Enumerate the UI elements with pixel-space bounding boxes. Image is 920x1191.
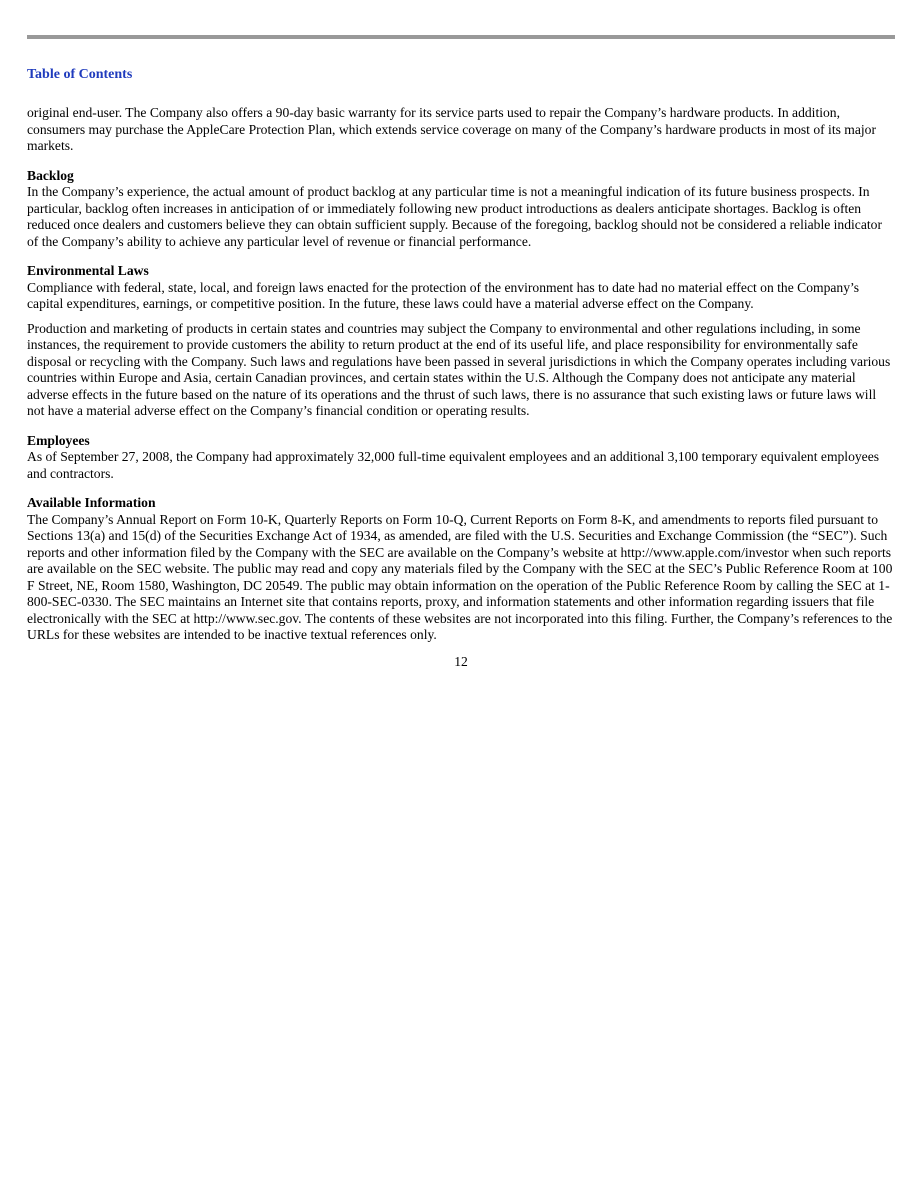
intro-paragraph: original end-user. The Company also offers a 90-day basic warranty for its service parts used to repair the Company’s hardware products. In addition, consumers may purchase the AppleCare Protection Plan, which extends service coverage on many of the Company’s hardware products in most of its major markets. bbox=[27, 105, 877, 153]
employees-heading: Employees bbox=[27, 432, 90, 448]
available-information-paragraph: The Company’s Annual Report on Form 10-K, Quarterly Reports on Form 10-Q, Current Reports on Form 8-K, and amendments to reports filed pursuant to Sections 13(a) and 15(d) of the Securities Exchange Act of 1934, as amended, are filed with the U.S. Securities and Exchange Commission (the “SEC”). Such reports and other information filed by the Company with the SEC are available on the Company’s website at http://www.apple.com/investor when such reports are available on the SEC website. The public may read and copy any materials filed by the Company with the SEC at the SEC’s Public Reference Room at 100 F Street, NE, Room 1580, Washington, DC 20549. The public may obtain information on the operation of the Public Reference Room by calling the SEC at 1-800-SEC-0330. The SEC maintains an Internet site that contains reports, proxy, and information statements and other information regarding issuers that file electronically with the SEC at http://www.sec.gov. The contents of these websites are not incorporated into this filing. Further, the Company’s references to the URLs for these websites are intended to be inactive textual references only. bbox=[27, 511, 893, 642]
page-number: 12 bbox=[454, 653, 468, 669]
backlog-paragraph: In the Company’s experience, the actual amount of product backlog at any particular time is not a meaningful indication of its future business prospects. In particular, backlog often increases in anticipation of or immediately following new product introductions as dealers anticipate shortages. Backlog is often reduced once dealers and customers believe they can obtain sufficient supply. Because of the foregoing, backlog should not be considered a reliable indicator of the Company’s ability to achieve any particular level of revenue or financial performance. bbox=[27, 184, 882, 249]
available-information-section bbox=[27, 495, 895, 644]
environmental-heading: Environmental Laws bbox=[27, 263, 149, 278]
environmental-paragraph-1: Compliance with federal, state, local, and foreign laws enacted for the protection of the environment has to date had no material effect on the Company’s capital expenditures, earnings, or competitive position. In the future, these laws could have a material adverse effect on the Company. bbox=[27, 279, 860, 311]
employees-section bbox=[27, 433, 895, 483]
environmental-paragraph-2: Production and marketing of products in certain states and countries may subject the Company to environmental and other regulations including, in some instances, the requirement to provide customers the ability to return product at the end of its useful life, and place responsibility for environmentally safe disposal or recycling with the Company. Such laws and regulations have been passed in several jurisdictions in which the Company operates including various countries within Europe and Asia, certain Canadian provinces, and certain states within the U.S. Although the Company does not anticipate any material adverse effects in the future based on the nature of its operations and the thrust of such laws, there is no assurance that such existing laws or future laws will not have a material adverse effect on the Company’s financial condition or operating results. bbox=[27, 320, 891, 418]
top-divider bbox=[27, 35, 895, 39]
employees-paragraph: As of September 27, 2008, the Company had approximately 32,000 full-time equivalent employees and an additional 3,100 temporary equivalent employees and contractors. bbox=[27, 449, 880, 481]
available-information-heading: Available Information bbox=[27, 495, 156, 510]
backlog-heading: Backlog bbox=[27, 167, 74, 183]
environmental-section bbox=[27, 263, 895, 420]
document-body bbox=[27, 105, 895, 670]
backlog-section bbox=[27, 168, 895, 251]
table-of-contents-link[interactable]: Table of Contents bbox=[27, 67, 133, 82]
